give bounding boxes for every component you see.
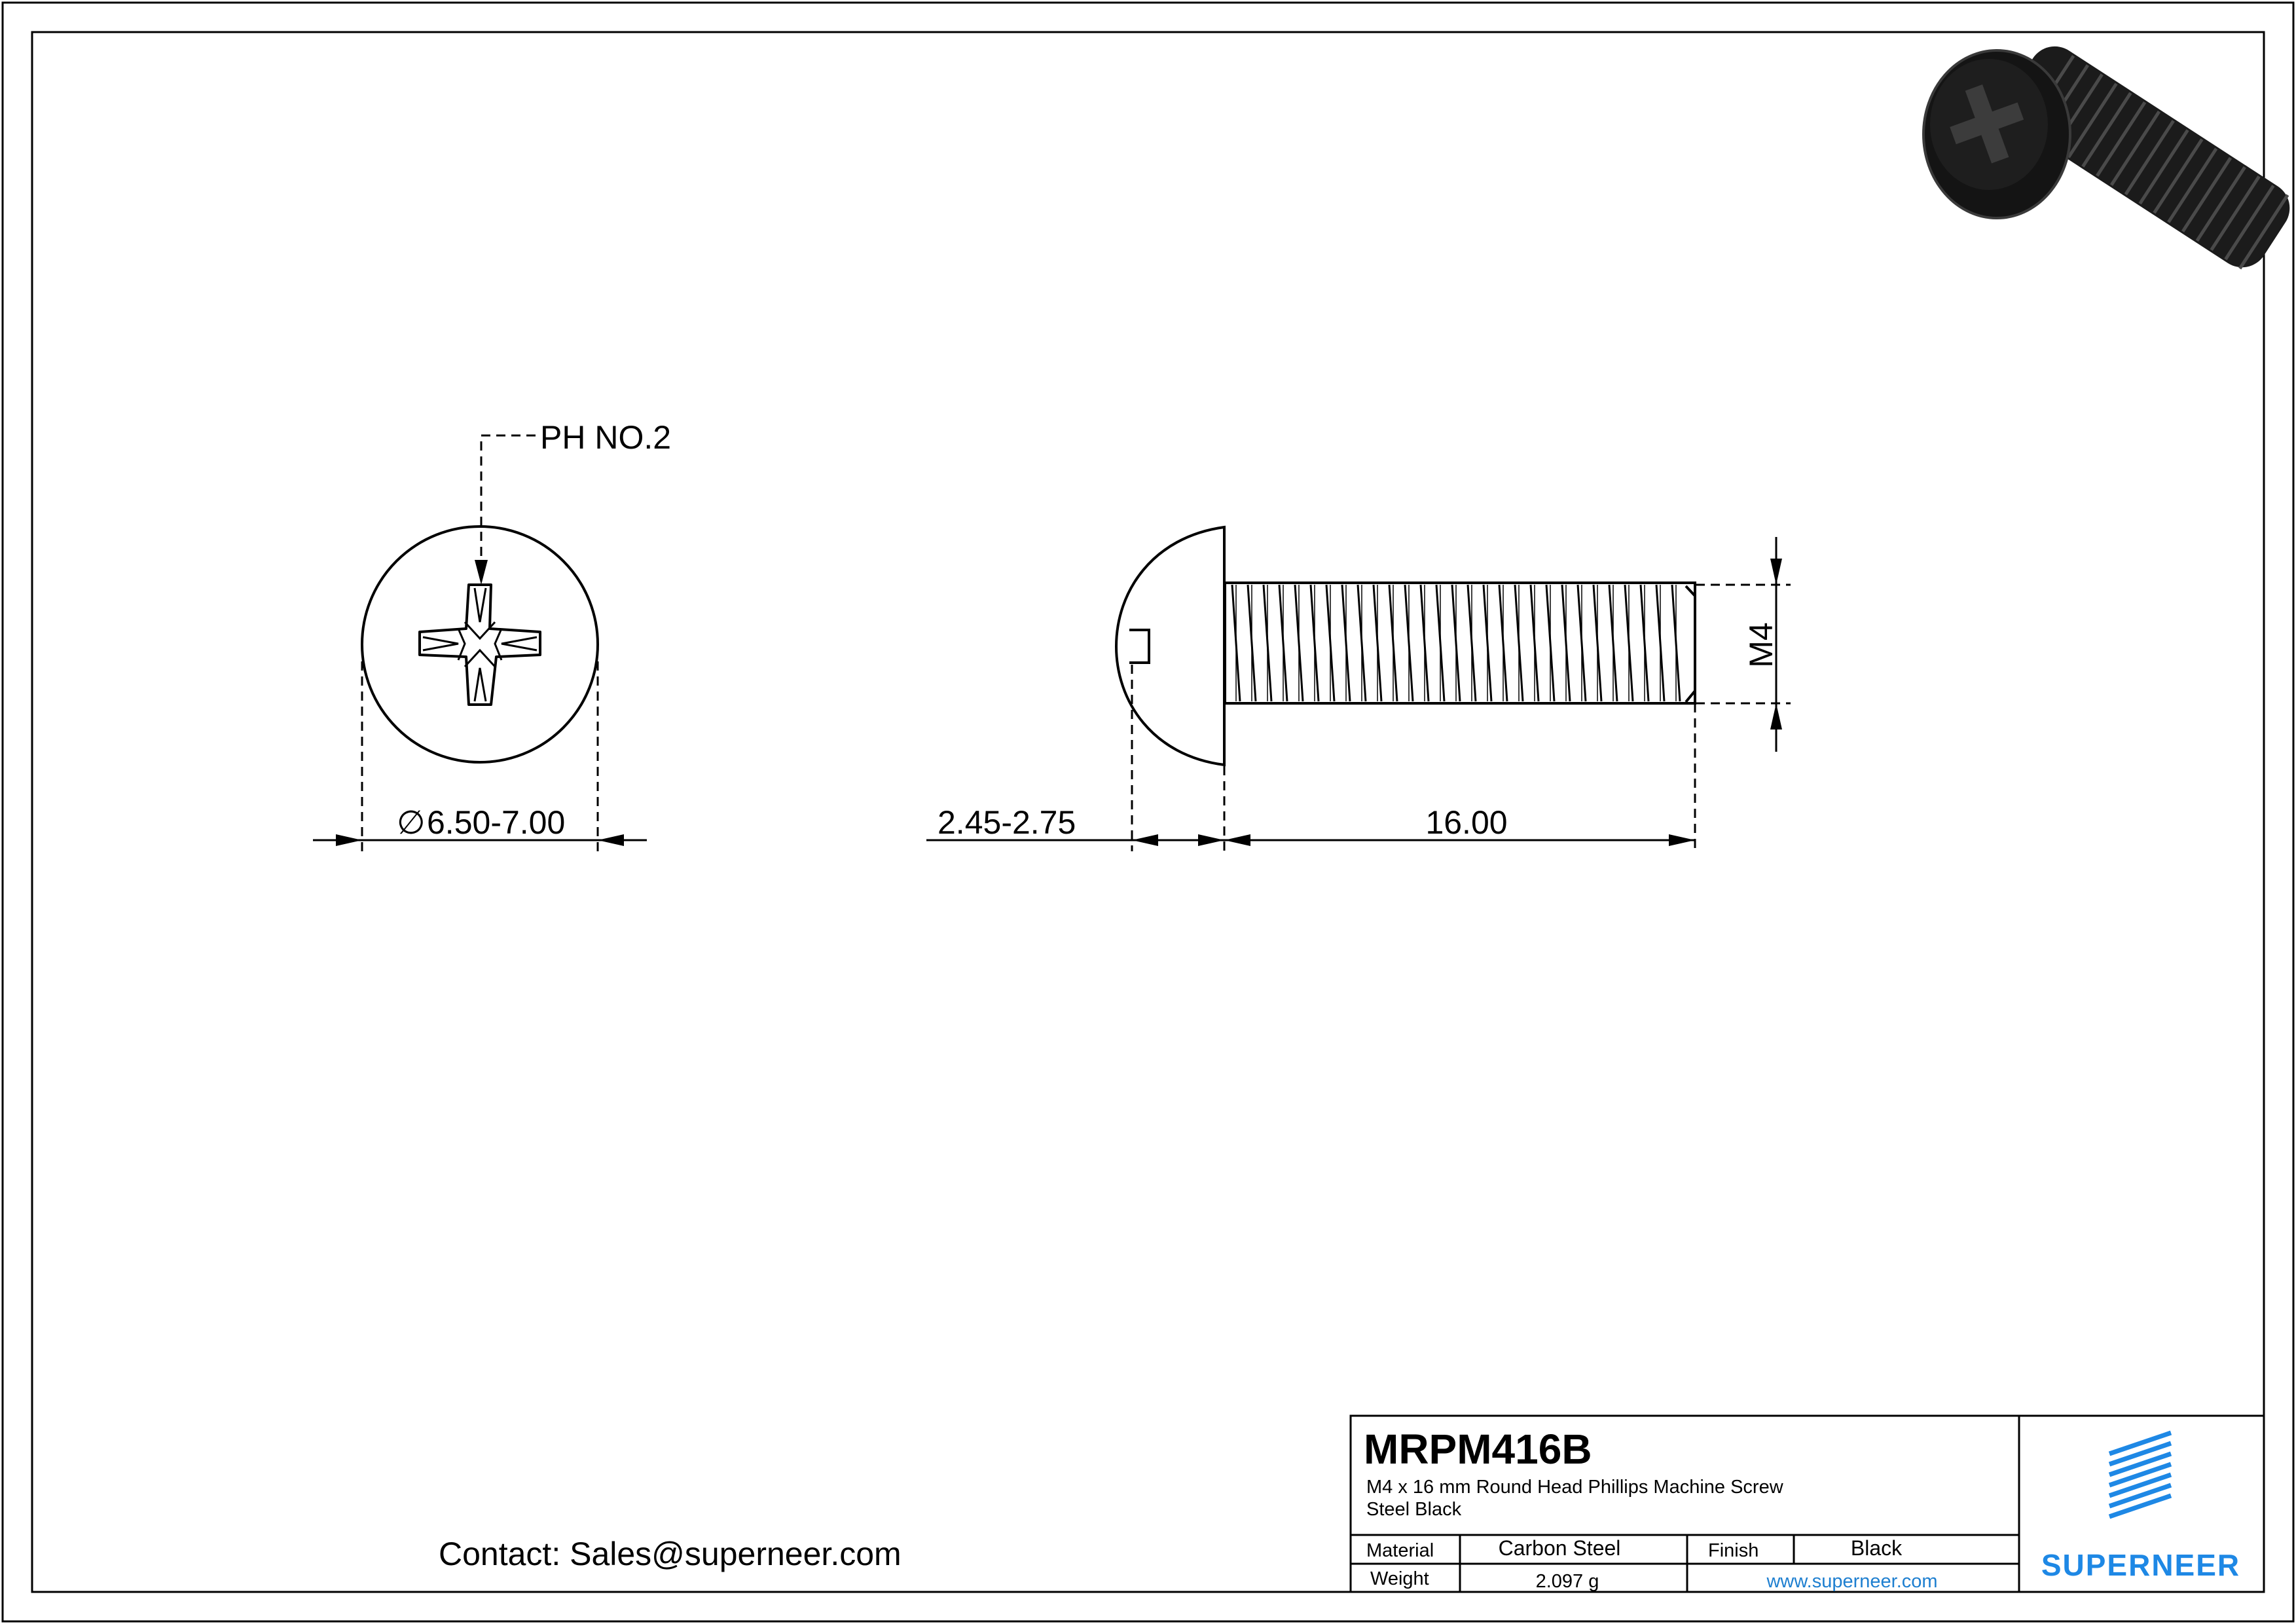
part-number: MRPM416B [1364,1426,1592,1473]
weight-label: Weight [1370,1568,1429,1589]
finish-value: Black [1850,1536,1903,1560]
part-description: M4 x 16 mm Round Head Phillips Machine Screw [1366,1477,1783,1498]
part-finish-description: Steel Black [1366,1499,1462,1520]
diameter-value: 6.50-7.00 [427,804,566,841]
callout-leader [481,435,536,581]
recess-notch [1129,630,1149,663]
head-end-view [313,419,671,851]
finish-label: Finish [1708,1540,1759,1561]
logo-wordmark: SUPERNEER [2041,1548,2241,1582]
diameter-symbol: ∅ [397,804,426,841]
material-label: Material [1366,1540,1434,1561]
contact-email[interactable]: Contact: Sales@superneer.com [439,1536,902,1572]
screw-3d-render [1923,37,2296,278]
material-value: Carbon Steel [1498,1536,1621,1560]
website-link[interactable]: www.superneer.com [1766,1571,1938,1592]
inner-border [32,32,2264,1592]
title-block [1351,1416,2264,1592]
outer-border [3,3,2293,1621]
recess-callout: PH NO.2 [540,419,672,456]
head-height-value: 2.45-2.75 [938,804,1076,841]
thread-lines [1232,585,1680,701]
thread-size: M4 [1743,622,1779,668]
phillips-recess-icon [420,585,540,705]
weight-value: 2.097 g [1535,1571,1599,1592]
length-value: 16.00 [1425,804,1508,841]
side-view [926,527,1791,851]
callout-arrowhead [475,560,488,585]
superneer-logo-icon [2109,1433,2171,1517]
